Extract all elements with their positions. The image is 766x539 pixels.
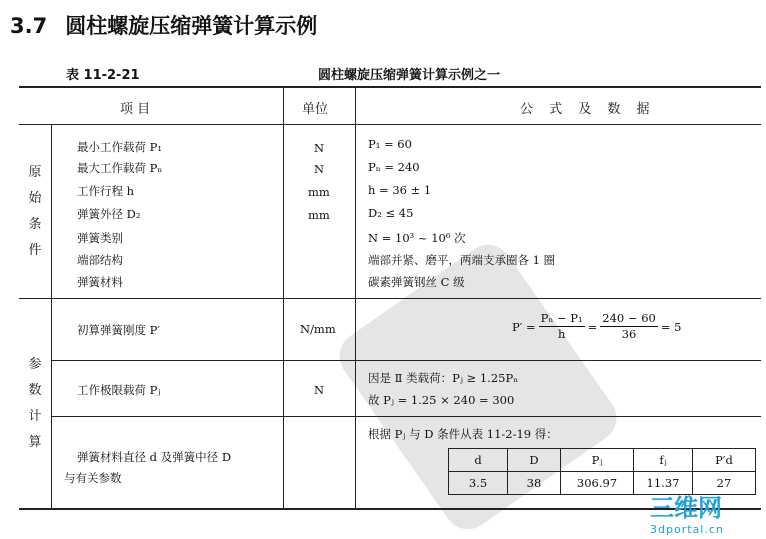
fraction-2	[600, 311, 658, 342]
col-divider-unit	[355, 87, 356, 508]
row-item: 端部结构	[77, 253, 123, 267]
fraction-2-denominator: 36	[621, 327, 637, 341]
stiffness-formula	[512, 311, 681, 342]
row-item: 弹簧外径 D₂	[77, 207, 141, 221]
group1-label-char: 条	[28, 217, 42, 232]
limit-line-1: 因是 Ⅱ 类载荷：Pⱼ ≥ 1.25Pₙ	[368, 371, 519, 385]
table-label: 表 11-2-21	[66, 68, 140, 83]
row-value: 碳素弹簧钢丝 C 级	[368, 275, 465, 289]
row-item: 最小工作载荷 P₁	[77, 140, 163, 154]
row-divider-2	[51, 416, 761, 417]
parameter-value: 38	[508, 472, 561, 495]
section-number: 3.7	[10, 14, 48, 38]
formula-equals: =	[587, 319, 598, 334]
parameter-header: fⱼ	[634, 449, 693, 472]
table-top-rule	[19, 86, 761, 88]
row-item: 最大工作载荷 Pₙ	[77, 161, 163, 175]
parameter-value: 11.37	[634, 472, 693, 495]
formula-lhs: P′ =	[512, 319, 536, 334]
diameter-note: 根据 Pⱼ 与 D 条件从表 11-2-19 得：	[368, 427, 558, 441]
group-divider	[19, 298, 761, 299]
row-value: h = 36 ± 1	[368, 183, 432, 197]
group2-label-char: 计	[28, 409, 42, 424]
header-unit: 单位	[302, 102, 329, 117]
group1-label-char: 原	[28, 165, 42, 180]
fraction-1-denominator: h	[557, 327, 566, 341]
watermark-logo	[650, 488, 724, 536]
fraction-1-numerator: Pₙ − P₁	[540, 311, 583, 325]
fraction-2-numerator: 240 − 60	[602, 311, 656, 325]
row-item: 工作行程 h	[77, 184, 135, 198]
row-unit: mm	[308, 208, 330, 222]
diameter-item-line-1: 弹簧材料直径 d 及弹簧中径 D	[77, 450, 232, 464]
group2-label-char: 数	[28, 383, 42, 398]
row-divider-1	[51, 360, 761, 361]
limit-unit: N	[314, 383, 325, 397]
stiffness-unit: N/mm	[300, 322, 336, 336]
stiffness-item: 初算弹簧刚度 P′	[77, 323, 161, 337]
group2-label-char: 算	[28, 435, 42, 450]
row-unit: mm	[308, 185, 330, 199]
header-rule	[19, 124, 761, 125]
row-value: 端部并紧、磨平，两端支承圈各 1 圈	[368, 253, 556, 267]
formula-result: = 5	[660, 319, 682, 334]
row-unit: N	[314, 162, 325, 176]
parameter-header: P′d	[693, 449, 756, 472]
header-formula: 公 式 及 数 据	[520, 102, 656, 117]
group2-label	[27, 352, 43, 456]
row-value: D₂ ≤ 45	[368, 206, 414, 220]
diameter-item-line-2: 与有关参数	[64, 471, 122, 485]
section-title-text: 圆柱螺旋压缩弹簧计算示例	[65, 14, 318, 38]
parameter-header-row	[449, 449, 756, 472]
section-title	[10, 10, 317, 40]
limit-line-2: 故 Pⱼ = 1.25 × 240 = 300	[368, 393, 515, 407]
parameter-value: 306.97	[561, 472, 634, 495]
row-value: P₁ = 60	[368, 137, 412, 151]
watermark-url: 3dportal.cn	[650, 523, 724, 536]
header-item: 项 目	[120, 102, 151, 117]
col-divider-item	[283, 87, 284, 508]
row-value: N = 10³ ~ 10⁶ 次	[368, 231, 466, 245]
row-unit: N	[314, 141, 325, 155]
fraction-1	[539, 311, 585, 342]
row-item: 弹簧类别	[77, 231, 123, 245]
parameter-value: 3.5	[449, 472, 508, 495]
watermark-brand: 三维网	[650, 494, 722, 522]
row-value: Pₙ = 240	[368, 160, 420, 174]
table-caption: 圆柱螺旋压缩弹簧计算示例之一	[318, 68, 501, 83]
row-item: 弹簧材料	[77, 275, 123, 289]
col-divider-group	[51, 124, 52, 508]
group1-label-char: 始	[28, 191, 42, 206]
parameter-value: 27	[693, 472, 756, 495]
group1-label-char: 件	[28, 243, 42, 258]
parameter-header: d	[449, 449, 508, 472]
group2-label-char: 参	[28, 357, 42, 372]
parameter-header: Pⱼ	[561, 449, 634, 472]
limit-item: 工作极限载荷 Pⱼ	[77, 383, 161, 397]
parameter-header: D	[508, 449, 561, 472]
group1-label	[27, 160, 43, 264]
